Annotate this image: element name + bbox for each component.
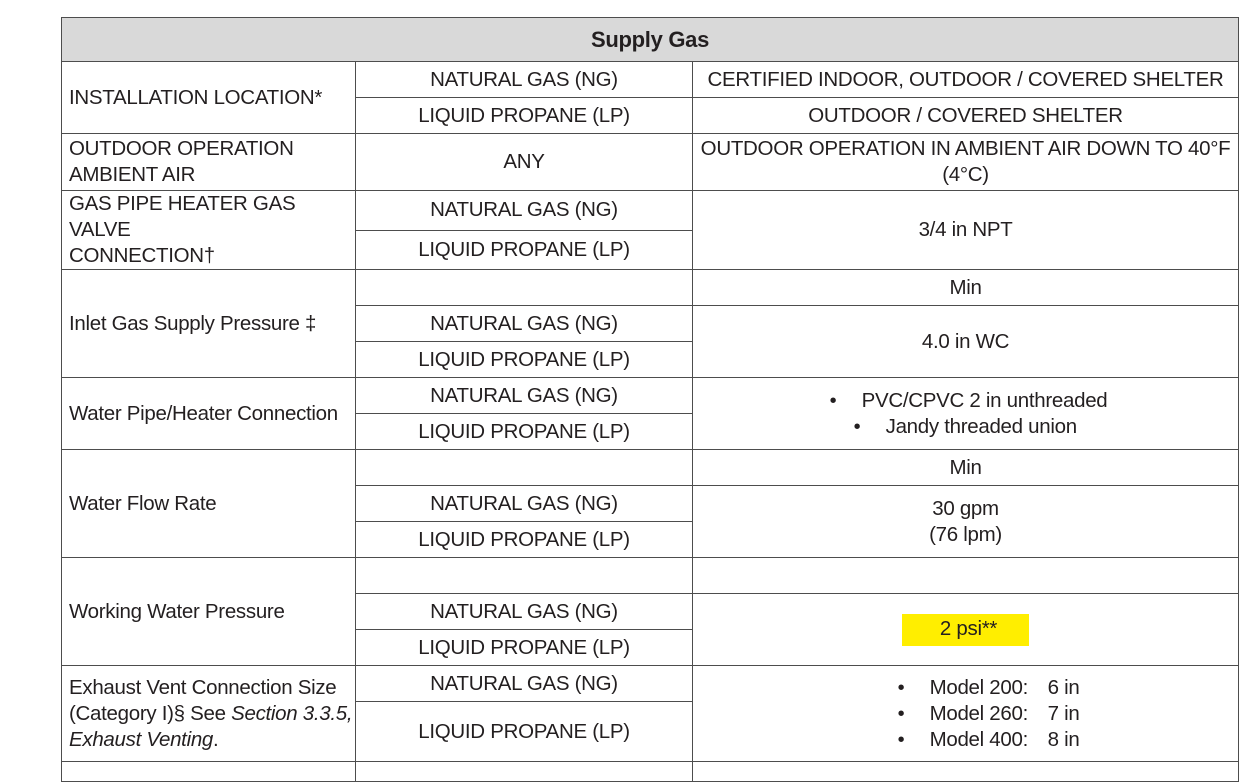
row-label-installation-location: INSTALLATION LOCATION* bbox=[62, 62, 356, 134]
list-item: • PVC/CPVC 2 in unthreaded bbox=[824, 388, 1108, 414]
empty-cell bbox=[356, 558, 693, 594]
flow-rate-value: 30 gpm (76 lpm) bbox=[693, 486, 1239, 558]
empty-cell bbox=[356, 762, 693, 782]
row-label-gas-pipe-connection: GAS PIPE HEATER GAS VALVE CONNECTION† bbox=[62, 191, 356, 270]
fuel-liquid-propane: LIQUID PROPANE (LP) bbox=[356, 630, 693, 666]
fuel-liquid-propane: LIQUID PROPANE (LP) bbox=[356, 230, 693, 270]
list-item: • Jandy threaded union bbox=[848, 414, 1108, 440]
table-row bbox=[62, 762, 1239, 782]
table-row bbox=[62, 270, 1239, 306]
table-row bbox=[62, 134, 1239, 191]
empty-cell bbox=[693, 762, 1239, 782]
inlet-pressure-value: 4.0 in WC bbox=[693, 306, 1239, 378]
empty-cell bbox=[62, 762, 356, 782]
fuel-liquid-propane: LIQUID PROPANE (LP) bbox=[356, 98, 693, 134]
fuel-natural-gas: NATURAL GAS (NG) bbox=[356, 191, 693, 231]
exhaust-models bbox=[693, 666, 1239, 762]
fuel-liquid-propane: LIQUID PROPANE (LP) bbox=[356, 702, 693, 762]
outdoor-operation-value: OUTDOOR OPERATION IN AMBIENT AIR DOWN TO 40°F (4°C) bbox=[693, 134, 1239, 191]
fuel-liquid-propane: LIQUID PROPANE (LP) bbox=[356, 522, 693, 558]
fuel-natural-gas: NATURAL GAS (NG) bbox=[356, 594, 693, 630]
row-label-water-pipe-connection: Water Pipe/Heater Connection bbox=[62, 378, 356, 450]
gas-pipe-value: 3/4 in NPT bbox=[693, 191, 1239, 270]
fuel-natural-gas: NATURAL GAS (NG) bbox=[356, 62, 693, 98]
empty-cell bbox=[356, 270, 693, 306]
table-row bbox=[62, 450, 1239, 486]
supply-gas-table bbox=[61, 17, 1239, 782]
row-label-water-flow-rate: Water Flow Rate bbox=[62, 450, 356, 558]
list-item: • Model 260: 7 in bbox=[892, 701, 1080, 727]
water-pipe-value bbox=[693, 378, 1239, 450]
fuel-liquid-propane: LIQUID PROPANE (LP) bbox=[356, 414, 693, 450]
row-label-exhaust-vent: Exhaust Vent Connection Size (Category I)§ See Section 3.3.5, Exhaust Venting. bbox=[62, 666, 356, 762]
fuel-natural-gas: NATURAL GAS (NG) bbox=[356, 666, 693, 702]
inlet-min-header: Min bbox=[693, 270, 1239, 306]
fuel-natural-gas: NATURAL GAS (NG) bbox=[356, 486, 693, 522]
model-list bbox=[892, 675, 1080, 753]
section-reference: Section 3.3.5, bbox=[231, 701, 353, 725]
row-label-outdoor-operation: OUTDOOR OPERATION AMBIENT AIR bbox=[62, 134, 356, 191]
table-row bbox=[62, 191, 1239, 231]
empty-cell bbox=[693, 558, 1239, 594]
fuel-natural-gas: NATURAL GAS (NG) bbox=[356, 306, 693, 342]
table-row bbox=[62, 62, 1239, 98]
list-item: • Model 200: 6 in bbox=[892, 675, 1080, 701]
flow-min-header: Min bbox=[693, 450, 1239, 486]
table-row bbox=[62, 666, 1239, 702]
section-title: Exhaust Venting bbox=[69, 727, 214, 751]
installation-lp-value: OUTDOOR / COVERED SHELTER bbox=[693, 98, 1239, 134]
table-row bbox=[62, 378, 1239, 414]
list-item: • Model 400: 8 in bbox=[892, 727, 1080, 753]
fuel-liquid-propane: LIQUID PROPANE (LP) bbox=[356, 342, 693, 378]
table-row bbox=[62, 558, 1239, 594]
installation-ng-value: CERTIFIED INDOOR, OUTDOOR / COVERED SHELTER bbox=[693, 62, 1239, 98]
water-pipe-list bbox=[824, 388, 1108, 440]
fuel-any: ANY bbox=[356, 134, 693, 191]
row-label-inlet-gas-pressure: Inlet Gas Supply Pressure ‡ bbox=[62, 270, 356, 378]
table-title: Supply Gas bbox=[62, 18, 1239, 62]
working-pressure-value bbox=[693, 594, 1239, 666]
fuel-natural-gas: NATURAL GAS (NG) bbox=[356, 378, 693, 414]
highlighted-value: 2 psi** bbox=[902, 614, 1029, 646]
row-label-working-water-pressure: Working Water Pressure bbox=[62, 558, 356, 666]
empty-cell bbox=[356, 450, 693, 486]
